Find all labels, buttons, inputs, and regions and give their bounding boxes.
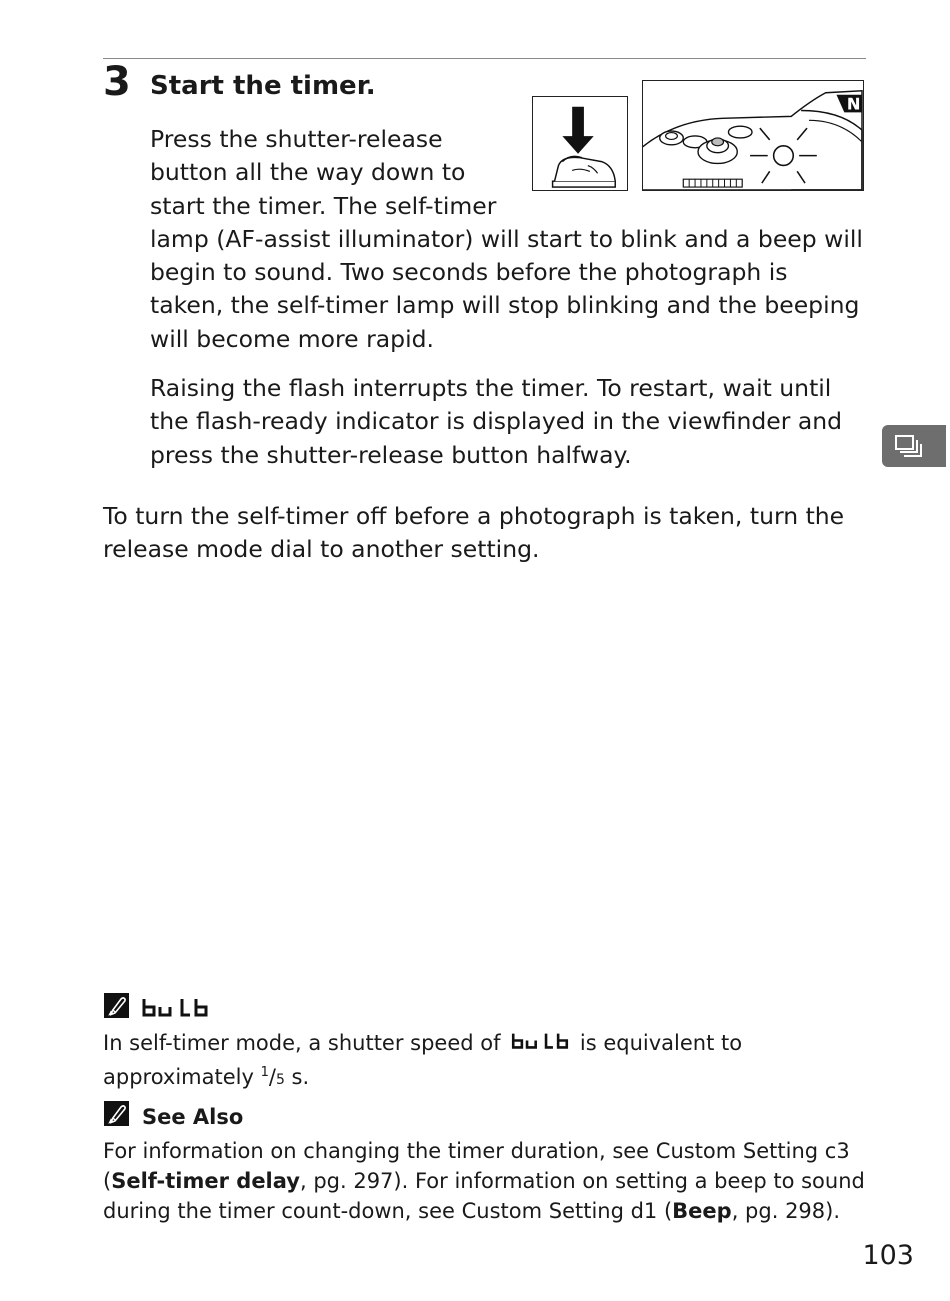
see-also-text: For information on changing the timer duration, see Custom Setting c3 (Self-timer delay, pg. 297). For information on setting a beep to sound during the timer count-down, see Custom Setting d1 (Beep, pg. 298).: [103, 1139, 865, 1223]
release-mode-tab: [882, 425, 946, 467]
step-title: Start the timer.: [150, 71, 376, 101]
page-number: 103: [862, 1240, 914, 1271]
pencil-note-icon: [104, 993, 129, 1018]
bulb-heading: [142, 996, 208, 1022]
beep-ref: Beep: [672, 1199, 732, 1223]
see-also-heading: See Also: [142, 1105, 244, 1129]
step-paragraph-2: Raising the flash interrupts the timer. To restart, wait until the flash-ready indicator is displayed in the viewfinder and press the shutter-release button halfway.: [150, 374, 843, 469]
top-rule: [103, 58, 866, 59]
bulb-lcd-inline: [507, 1031, 573, 1050]
step-paragraph-1: [150, 123, 866, 356]
bulb-note-text: In self-timer mode, a shutter speed of is equivalent to approximately $^1$/5 s.: [103, 1031, 743, 1089]
pencil-note-icon: [104, 1101, 129, 1126]
body-paragraph: To turn the self-timer off before a photograph is taken, turn the release mode dial to another setting.: [103, 502, 845, 564]
bulb-lcd-heading: [142, 996, 208, 1018]
step-paragraph-1-text: Press the shutter-release button all the way down to start the timer. The self-timer lamp (AF-assist illuminator) will start to blink and a beep will begin to sound. Two seconds before the photograph is taken, the self-timer lamp will stop blinking and the beeping will become more rapid.: [150, 125, 863, 353]
step-number: 3: [103, 59, 131, 105]
self-timer-delay-ref: Self-timer delay: [111, 1169, 300, 1193]
release-mode-icon: [882, 425, 946, 467]
illustration-spacer: [501, 123, 866, 219]
